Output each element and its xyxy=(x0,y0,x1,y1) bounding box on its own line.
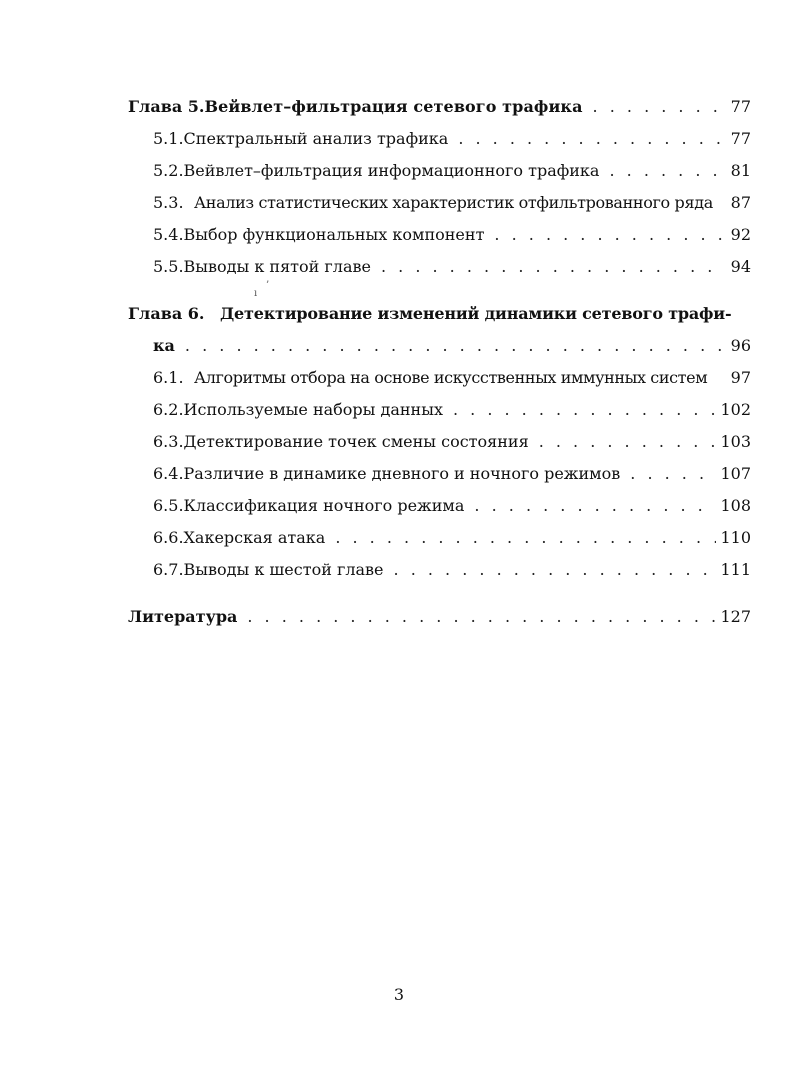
chapter-label: Глава 6. xyxy=(128,304,205,323)
section-page: 102 xyxy=(720,400,751,419)
section-title: Классификация ночного режима xyxy=(183,496,465,515)
toc-section[interactable] xyxy=(153,365,751,391)
leader-dots xyxy=(593,94,725,120)
chapter-title: Детектирование изменений динамики сетевого трафи- xyxy=(220,304,732,323)
literature-page: 127 xyxy=(720,607,751,626)
leader-dots xyxy=(185,333,725,359)
section-number: 5.5. xyxy=(153,257,184,276)
section-title: Детектирование точек смены состояния xyxy=(183,432,529,451)
leader-dots xyxy=(453,397,716,423)
leader-dots xyxy=(494,222,725,248)
section-page: 92 xyxy=(730,225,751,244)
leader-dots xyxy=(394,557,717,583)
section-title: Различие в динамике дневного и ночного режимов xyxy=(183,464,621,483)
scan-mark: ı xyxy=(254,288,258,299)
toc-section[interactable] xyxy=(153,397,751,423)
toc-section[interactable] xyxy=(153,158,751,184)
page-number: 3 xyxy=(393,985,405,1004)
section-page: 110 xyxy=(720,528,751,547)
section-number: 6.3. xyxy=(153,432,184,451)
section-number: 5.4. xyxy=(153,225,184,244)
toc-section[interactable] xyxy=(153,126,751,152)
leader-dots xyxy=(247,604,716,630)
leader-dots xyxy=(630,461,716,487)
section-title: Используемые наборы данных xyxy=(183,400,443,419)
section-title: Хакерская атака xyxy=(183,528,326,547)
section-number: 5.1. xyxy=(153,129,184,148)
section-page: 108 xyxy=(720,496,751,515)
section-title: Вейвлет–фильтрация информационного трафика xyxy=(183,161,600,180)
chapter-page: 96 xyxy=(730,336,751,355)
toc-section[interactable] xyxy=(153,557,751,583)
section-number: 5.3. xyxy=(153,193,184,212)
chapter-page: 77 xyxy=(730,97,751,116)
chapter-title-continued: ка xyxy=(153,336,175,355)
toc-section[interactable] xyxy=(153,222,751,248)
section-title: Выводы к пятой главе xyxy=(183,257,371,276)
toc-section[interactable] xyxy=(153,254,751,280)
section-number: 6.2. xyxy=(153,400,184,419)
section-title: Выводы к шестой главе xyxy=(183,560,384,579)
toc-section[interactable] xyxy=(153,493,751,519)
leader-dots xyxy=(335,525,716,551)
toc-chapter-6[interactable] xyxy=(128,301,751,327)
leader-dots xyxy=(539,429,717,455)
leader-dots xyxy=(458,126,725,152)
section-number: 6.4. xyxy=(153,464,184,483)
section-title: Спектральный анализ трафика xyxy=(183,129,449,148)
section-page: 111 xyxy=(720,560,751,579)
toc-section[interactable] xyxy=(153,190,751,216)
section-number: 5.2. xyxy=(153,161,184,180)
toc-chapter-5[interactable] xyxy=(128,94,751,120)
toc-literature[interactable] xyxy=(128,604,751,630)
section-number: 6.7. xyxy=(153,560,184,579)
leader-dots xyxy=(381,254,725,280)
section-page: 107 xyxy=(720,464,751,483)
section-page: 94 xyxy=(730,257,751,276)
section-page: 77 xyxy=(730,129,751,148)
leader-dots xyxy=(474,493,716,519)
toc-chapter-6-continued[interactable] xyxy=(153,333,751,359)
section-title: Анализ статистических характеристик отфильтрованного ряда xyxy=(194,193,713,212)
toc-section[interactable] xyxy=(153,461,751,487)
toc-section[interactable] xyxy=(153,429,751,455)
chapter-label: Глава 5. xyxy=(128,97,205,116)
section-title: Выбор функциональных компонент xyxy=(183,225,485,244)
leader-dots xyxy=(609,158,725,184)
section-page: 103 xyxy=(720,432,751,451)
chapter-title: Вейвлет–фильтрация сетевого трафика xyxy=(204,97,583,116)
toc-section[interactable] xyxy=(153,525,751,551)
section-number: 6.1. xyxy=(153,368,184,387)
section-number: 6.5. xyxy=(153,496,184,515)
section-number: 6.6. xyxy=(153,528,184,547)
literature-title: Литература xyxy=(128,607,238,626)
section-page: 97 xyxy=(730,368,751,387)
section-page: 87 xyxy=(730,193,751,212)
section-title: Алгоритмы отбора на основе искусственных иммунных систем xyxy=(194,368,708,387)
section-page: 81 xyxy=(730,161,751,180)
scan-mark: ’ xyxy=(266,280,270,291)
